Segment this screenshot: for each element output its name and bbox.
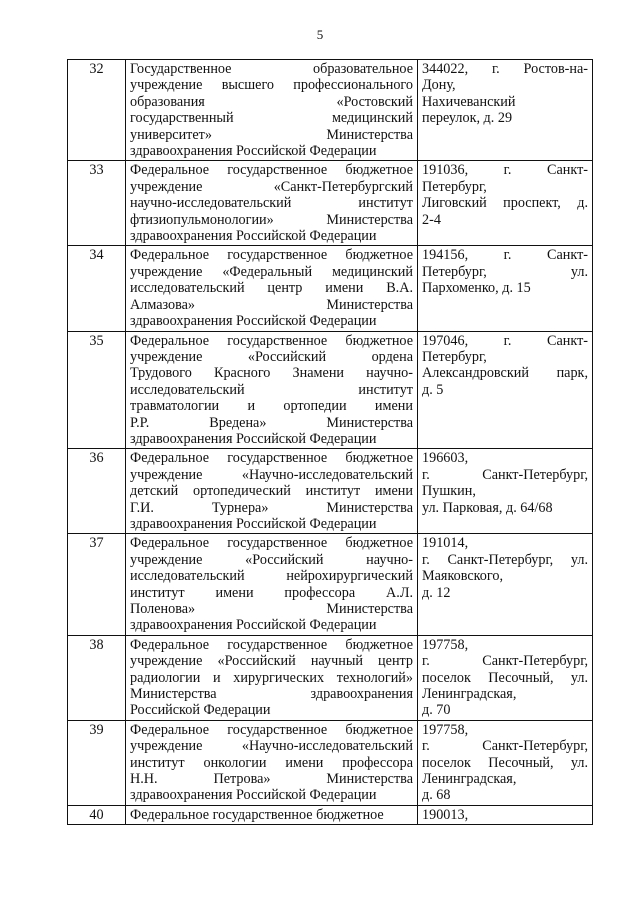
institution-name-line: здравоохранения Российской Федерации — [130, 313, 377, 330]
address-line: г. Санкт-Петербург, — [422, 466, 588, 483]
institution-name-line: Федеральное государственное бюджетное — [130, 162, 413, 179]
address-cell — [418, 534, 593, 635]
institution-name-line: здравоохранения Российской Федерации — [130, 228, 377, 245]
institution-name-cell — [126, 720, 418, 805]
table-row — [68, 161, 593, 246]
institution-name-line: Российской Федерации — [130, 702, 271, 719]
table-row — [68, 534, 593, 635]
row-number: 37 — [68, 534, 126, 635]
institution-name-line: Н.Н. Петрова» Министерства — [130, 771, 413, 788]
institution-name-cell — [126, 635, 418, 720]
table-row — [68, 331, 593, 449]
address-line: 191014, — [422, 535, 469, 552]
table-row — [68, 720, 593, 805]
address-line: Александровский парк, — [422, 365, 588, 382]
institution-name-line: Федеральное государственное бюджетное — [130, 806, 384, 823]
row-number: 33 — [68, 161, 126, 246]
institution-name-line: фтизиопульмонологии» Министерства — [130, 211, 413, 228]
address-line: 191036, г. Санкт- — [422, 162, 588, 179]
address-cell — [418, 449, 593, 534]
address-line: Петербург, ул. — [422, 263, 588, 280]
row-number: 36 — [68, 449, 126, 534]
institution-name-line: здравоохранения Российской Федерации — [130, 787, 377, 804]
address-line: ул. Парковая, д. 64/68 — [422, 499, 553, 516]
institution-name-line: учреждение «Российский научный центр — [130, 653, 413, 670]
institution-name-cell — [126, 534, 418, 635]
address-line: 194156, г. Санкт- — [422, 247, 588, 264]
address-line: д. 68 — [422, 787, 451, 804]
institutions-table — [67, 59, 593, 825]
row-number: 35 — [68, 331, 126, 449]
institution-name-line: учреждение «Федеральный медицинский — [130, 263, 413, 280]
address-line: г. Санкт-Петербург, — [422, 738, 588, 755]
address-line: Ленинградская, — [422, 686, 517, 703]
address-cell — [418, 635, 593, 720]
address-line: г. Санкт-Петербург, ул. — [422, 551, 588, 568]
institution-name-line: Министерства здравоохранения — [130, 686, 413, 703]
row-number: 40 — [68, 805, 126, 824]
institution-name-cell — [126, 331, 418, 449]
address-line: д. 12 — [422, 584, 451, 601]
institution-name-line: здравоохранения Российской Федерации — [130, 430, 377, 447]
institution-name-line: учреждение высшего профессионального — [130, 77, 413, 94]
institution-name-line: институт онкологии имени профессора — [130, 754, 413, 771]
address-cell — [418, 331, 593, 449]
institution-name-line: Поленова» Министерства — [130, 601, 413, 617]
address-line: Лиговский проспект, д. — [422, 195, 588, 212]
address-line: 2-4 — [422, 211, 441, 228]
address-line: г. Санкт-Петербург, — [422, 653, 588, 670]
address-line: Петербург, — [422, 348, 487, 365]
institution-name-line: Федеральное государственное бюджетное — [130, 450, 413, 467]
institution-name-line: учреждение «Российский научно- — [130, 551, 413, 568]
address-line: 196603, — [422, 450, 469, 467]
address-line: Пушкин, — [422, 483, 476, 500]
address-line: 197046, г. Санкт- — [422, 332, 588, 349]
address-cell — [418, 161, 593, 246]
address-line: 344022, г. Ростов-на- — [422, 61, 588, 77]
row-number: 32 — [68, 60, 126, 161]
institution-name-line: Федеральное государственное бюджетное — [130, 247, 413, 264]
institution-name-line: учреждение «Санкт-Петербургский — [130, 178, 413, 195]
table-body — [68, 60, 593, 825]
institution-name-line: Г.И. Турнера» Министерства — [130, 499, 413, 516]
institution-name-cell — [126, 161, 418, 246]
table-row — [68, 805, 593, 824]
institution-name-line: Федеральное государственное бюджетное — [130, 721, 413, 738]
institution-name-line: детский ортопедический институт имени — [130, 483, 413, 500]
institution-name-line: Федеральное государственное бюджетное — [130, 535, 413, 552]
table-row — [68, 635, 593, 720]
institution-name-line: образования «Ростовский — [130, 93, 413, 110]
institution-name-cell — [126, 60, 418, 161]
institution-name-line: учреждение «Научно-исследовательский — [130, 466, 413, 483]
address-line: Ленинградская, — [422, 771, 517, 788]
institution-name-line: научно-исследовательский институт — [130, 195, 413, 212]
institution-name-line: Алмазова» Министерства — [130, 296, 413, 313]
address-line: 197758, — [422, 721, 469, 738]
address-line: Петербург, — [422, 178, 487, 195]
institution-name-line: учреждение «Научно-исследовательский — [130, 738, 413, 755]
institution-name-line: исследовательский центр имени В.А. — [130, 280, 413, 297]
institution-name-line: здравоохранения Российской Федерации — [130, 617, 377, 634]
institution-name-line: здравоохранения Российской Федерации — [130, 143, 377, 160]
institution-name-cell — [126, 449, 418, 534]
address-line: Нахичеванский — [422, 93, 516, 110]
institution-name-line: травматологии и ортопедии имени — [130, 398, 413, 415]
institution-name-line: Р.Р. Вредена» Министерства — [130, 414, 413, 431]
page-number: 5 — [316, 27, 324, 42]
address-line: д. 70 — [422, 702, 451, 719]
institution-name-line: Федеральное государственное бюджетное — [130, 636, 413, 653]
row-number: 38 — [68, 635, 126, 720]
row-number: 39 — [68, 720, 126, 805]
institution-name-line: Трудового Красного Знамени научно- — [130, 365, 413, 382]
institution-name-line: университет» Министерства — [130, 126, 413, 143]
address-line: Маяковского, — [422, 568, 503, 585]
institution-name-line: здравоохранения Российской Федерации — [130, 515, 377, 532]
institution-name-line: учреждение «Российский ордена — [130, 348, 413, 365]
institution-name-line: радиологии и хирургических технологий» — [130, 669, 413, 686]
address-cell — [418, 720, 593, 805]
institution-name-line: исследовательский нейрохирургический — [130, 568, 413, 585]
address-line: переулок, д. 29 — [422, 110, 513, 127]
address-line: поселок Песочный, ул. — [422, 669, 588, 686]
address-cell — [418, 246, 593, 331]
institution-name-cell — [126, 805, 418, 824]
address-line: 197758, — [422, 636, 469, 653]
row-number: 34 — [68, 246, 126, 331]
institution-name-line: институт имени профессора А.Л. — [130, 584, 413, 601]
address-line: поселок Песочный, ул. — [422, 754, 588, 771]
address-line: д. 5 — [422, 381, 444, 398]
institution-name-line: исследовательский институт — [130, 381, 413, 398]
institution-name-line: Федеральное государственное бюджетное — [130, 332, 413, 349]
table-row — [68, 246, 593, 331]
table-row — [68, 449, 593, 534]
institution-name-line: Государственное образовательное — [130, 61, 413, 77]
institution-name-cell — [126, 246, 418, 331]
institution-name-line: государственный медицинский — [130, 110, 413, 127]
table-row — [68, 60, 593, 161]
address-cell — [418, 805, 593, 824]
address-cell — [418, 60, 593, 161]
address-line: Дону, — [422, 77, 456, 94]
address-line: Пархоменко, д. 15 — [422, 280, 531, 297]
address-line: 190013, — [422, 806, 469, 823]
